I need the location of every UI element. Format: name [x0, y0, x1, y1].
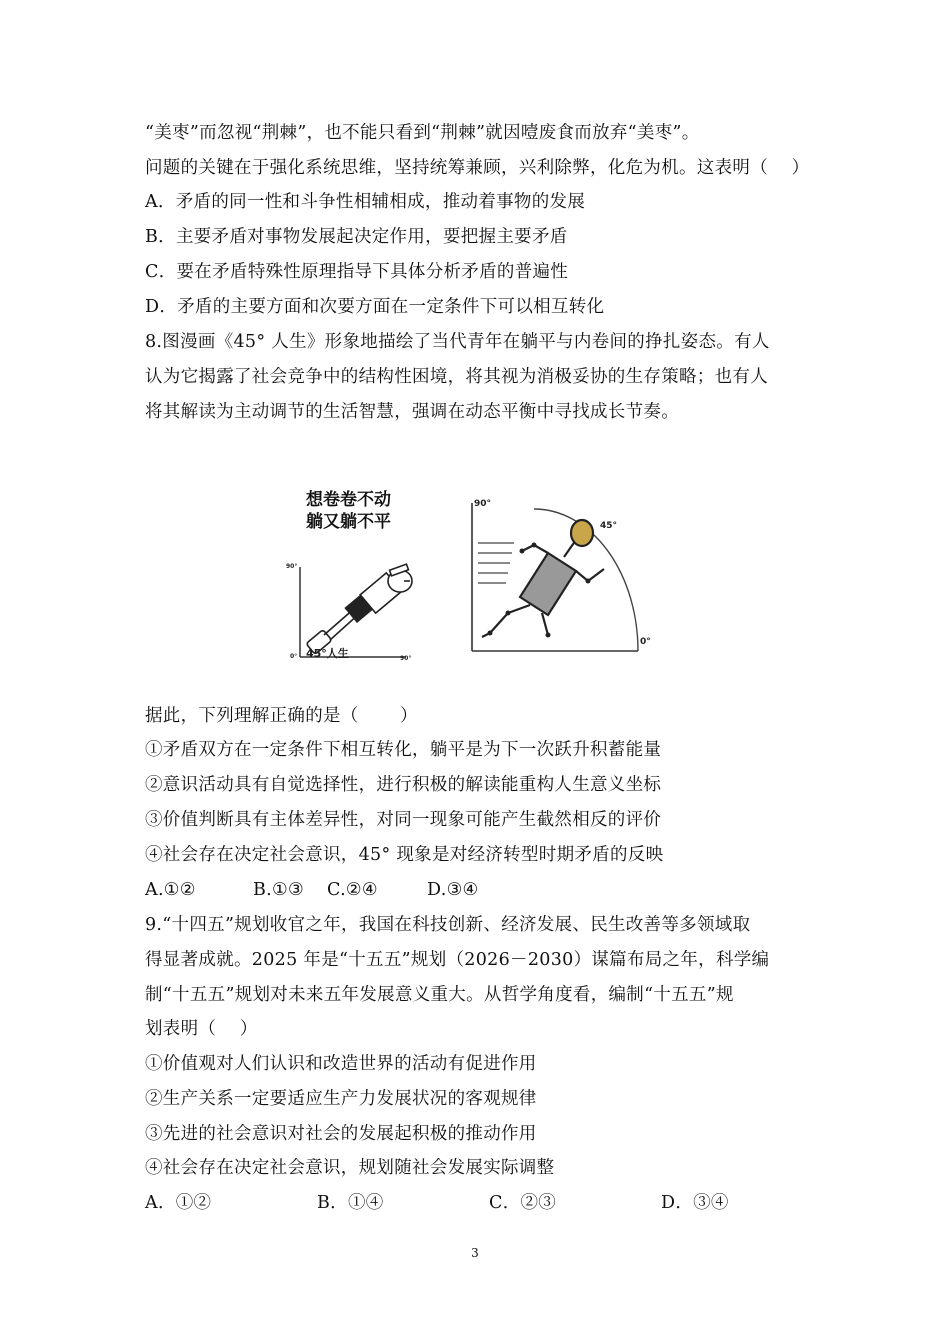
label-axis-tick: 0° — [290, 653, 298, 660]
q8-statement-4: ④社会存在决定社会意识，45° 现象是对经济转型时期矛盾的反映 — [145, 845, 664, 865]
q9-stem: 9.“十四五”规划收官之年，我国在科技创新、经济发展、民生改善等多领域取 — [145, 915, 751, 935]
q9-statement-1: ①价值观对人们认识和改造世界的活动有促进作用 — [145, 1054, 537, 1074]
q8-option-c: C.②④ — [327, 880, 378, 900]
q9-options — [145, 1191, 729, 1215]
label-axis-tick: 90° — [286, 563, 298, 570]
cartoon-drawing — [286, 485, 658, 665]
label-90-degrees: 90° — [474, 499, 492, 509]
cartoon-caption: 想卷卷不动 — [306, 490, 391, 510]
label-45-degrees: 45° — [600, 521, 618, 531]
q9-statement-3: ③先进的社会意识对社会的发展起积极的推动作用 — [145, 1124, 537, 1144]
q8-prompt: 据此，下列理解正确的是（ ） — [145, 706, 418, 726]
q8-stem: 8.图漫画《45° 人生》形象地描绘了当代青年在躺平与内卷间的挣扎姿态。有人 — [145, 332, 770, 352]
q9-option-c: C．②③ — [489, 1193, 557, 1213]
q9-stem: 划表明（ ） — [145, 1019, 258, 1039]
q8-statement-2: ②意识活动具有自觉选择性，进行积极的解读能重构人生意义坐标 — [145, 775, 662, 795]
page-number: 3 — [471, 1246, 479, 1260]
q9-stem: 制“十五五”规划对未来五年发展意义重大。从哲学角度看，编制“十五五”规 — [145, 985, 734, 1005]
q8-option-b: B.①③ — [253, 880, 304, 900]
q9-statement-2: ②生产关系一定要适应生产力发展状况的客观规律 — [145, 1089, 537, 1109]
q9-option-d: D．③④ — [661, 1193, 729, 1213]
label-45-life: 45°人生 — [306, 647, 349, 660]
q8-options — [145, 878, 479, 902]
cartoon-caption: 躺又躺不平 — [306, 512, 391, 532]
q8-statement-1: ①矛盾双方在一定条件下相互转化，躺平是为下一次跃升积蓄能量 — [145, 740, 662, 760]
q7-option-d: D．矛盾的主要方面和次要方面在一定条件下可以相互转化 — [145, 297, 605, 317]
q8-stem: 认为它揭露了社会竞争中的结构性困境，将其视为消极妥协的生存策略；也有人 — [145, 367, 768, 387]
label-0-degrees: 0° — [640, 637, 651, 647]
q8-stem: 将其解读为主动调节的生活智慧，强调在动态平衡中寻找成长节奏。 — [145, 402, 679, 422]
q8-option-a: A.①② — [145, 880, 196, 900]
q8-option-d: D.③④ — [427, 880, 479, 900]
q7-option-c: C．要在矛盾特殊性原理指导下具体分析矛盾的普遍性 — [145, 262, 569, 282]
text-line: 问题的关键在于强化系统思维，坚持统筹兼顾，兴利除弊，化危为机。这表明（ ） — [145, 158, 810, 178]
cartoon-45-life — [286, 485, 658, 665]
q7-option-a: A．矛盾的同一性和斗争性相辅相成，推动着事物的发展 — [145, 192, 586, 212]
q7-option-b: B．主要矛盾对事物发展起决定作用，要把握主要矛盾 — [145, 227, 568, 247]
q8-statement-3: ③价值判断具有主体差异性，对同一现象可能产生截然相反的评价 — [145, 810, 662, 830]
q9-option-a: A．①② — [145, 1193, 212, 1213]
text-line: “美枣”而忽视“荆棘”，也不能只看到“荆棘”就因噎废食而放弃“美枣”。 — [145, 123, 700, 143]
q9-statement-4: ④社会存在决定社会意识，规划随社会发展实际调整 — [145, 1158, 555, 1178]
q9-stem: 得显著成就。2025 年是“十五五”规划（2026－2030）谋篇布局之年，科学编 — [145, 950, 770, 970]
label-axis-tick: 90° — [400, 655, 412, 662]
q9-option-b: B．①④ — [317, 1193, 384, 1213]
